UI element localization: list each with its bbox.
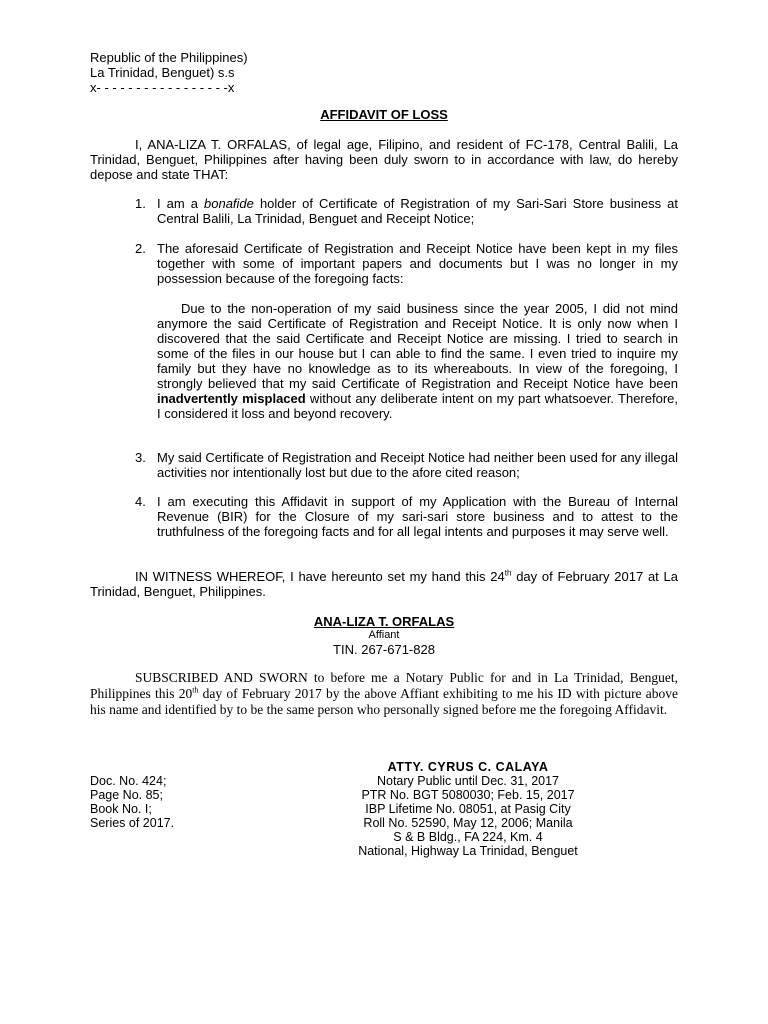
- notary-address: National, Highway La Trinidad, Benguet: [358, 844, 578, 858]
- page-number: Page No. 85;: [90, 788, 163, 802]
- series-year: Series of 2017.: [90, 816, 175, 830]
- venue-line-place: La Trinidad, Benguet) s.s: [90, 65, 235, 80]
- witness-paragraph: IN WITNESS WHEREOF, I have hereunto set my hand this 24th day of February 2017 at La Trinidad, Benguet, Philippines.: [90, 568, 678, 599]
- item-number: 4.: [135, 494, 146, 509]
- venue-line-republic: Republic of the Philippines): [90, 50, 248, 65]
- jurat-paragraph: SUBSCRIBED AND SWORN to before me a Notary Public for and in La Trinidad, Benguet, Philippines this 20th day of February 2017 by the above Affiant exhibiting to me his ID with picture above his name and identified by to be the same person who personally signed before me the foregoing Affidavit.: [90, 670, 678, 717]
- inadvertently-misplaced-bold: inadvertently misplaced: [157, 391, 306, 406]
- notary-block: [318, 760, 618, 858]
- notary-office: S & B Bldg., FA 224, Km. 4: [393, 830, 543, 844]
- notary-ptr: PTR No. BGT 5080030; Feb. 15, 2017: [361, 788, 575, 802]
- item-text: The aforesaid Certificate of Registration and Receipt Notice have been kept in my files together with some of important papers and documents but I was no longer in my possession because of the foregoing facts:: [157, 241, 678, 286]
- notary-roll: Roll No. 52590, May 12, 2006; Manila: [363, 816, 573, 830]
- item-number: 2.: [135, 241, 146, 256]
- affiant-tin: TIN. 267-671-828: [333, 642, 435, 657]
- document-title: AFFIDAVIT OF LOSS: [320, 107, 448, 122]
- item-text: I am a bonafide holder of Certificate of Registration of my Sari-Sari Store business at Central Balili, La Trinidad, Benguet and Receipt Notice;: [157, 196, 678, 226]
- notary-commission: Notary Public until Dec. 31, 2017: [376, 774, 560, 788]
- item-text: My said Certificate of Registration and Receipt Notice had neither been used for any illegal activities nor intentionally lost but due to the afore cited reason;: [157, 450, 679, 480]
- doc-number: Doc. No. 424;: [90, 774, 167, 788]
- bonafide-emphasis: bonafide: [204, 196, 254, 211]
- venue-separator: x- - - - - - - - - - - - - - - - -x: [90, 80, 235, 95]
- notarial-register-block: [90, 774, 174, 830]
- statement-item-3: [135, 450, 678, 480]
- item-number: 3.: [135, 450, 146, 465]
- affiant-name: ANA-LIZA T. ORFALAS: [313, 614, 455, 629]
- facts-paragraph: Due to the non-operation of my said business since the year 2005, I did not mind anymore the said Certificate of Registration and Receipt Notice. It is only now when I discovered that the said Certificate and Receipt Notice are missing. I tried to search in some of the files in our house but I can able to find the same. I even tried to inquire my family but they have no knowledge as to its whereabouts. In view of the foregoing, I strongly believed that my said Certificate of Registration and Receipt Notice have been inadvertently misplaced without any deliberate intent on my part whatsoever. Therefore, I considered it loss and beyond recovery.: [157, 301, 678, 421]
- statement-item-4: [135, 494, 678, 539]
- notary-ibp: IBP Lifetime No. 08051, at Pasig City: [365, 802, 571, 816]
- affiant-label: Affiant: [368, 629, 400, 641]
- book-number: Book No. I;: [90, 802, 152, 816]
- intro-paragraph: I, ANA-LIZA T. ORFALAS, of legal age, Filipino, and resident of FC-178, Central Balili, La Trinidad, Benguet, Philippines after having been duly sworn to in accordance with law, do hereby depose and state THAT:: [90, 137, 678, 182]
- statement-item-2: [135, 241, 678, 286]
- statement-item-1: [135, 196, 678, 226]
- item-number: 1.: [135, 196, 146, 211]
- notary-name: ATTY. CYRUS C. CALAYA: [387, 760, 549, 774]
- item-text: I am executing this Affidavit in support of my Application with the Bureau of Internal Revenue (BIR) for the Closure of my sari-sari store business and to attest to the truthfulness of the foregoing facts and for all legal intents and purposes it may serve well.: [157, 494, 678, 539]
